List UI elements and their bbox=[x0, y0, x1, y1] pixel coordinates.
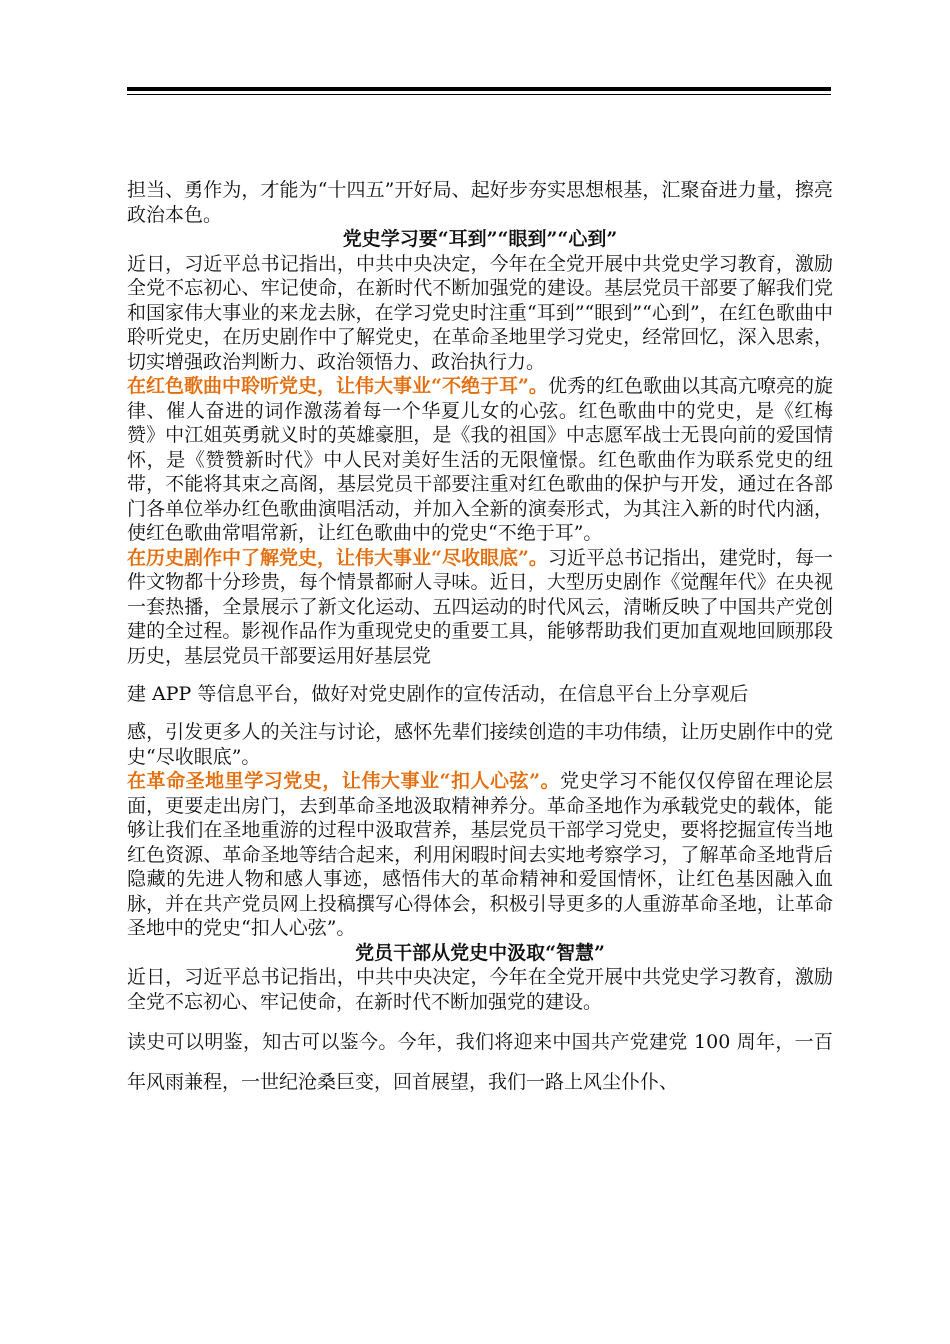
paragraph-body-revolution-sites: 党史学习不能仅仅停留在理论层面，更要走出房门，去到革命圣地汲取精神养分。革命圣地作为承载党史的载体，能够让我们在圣地重游的过程中汲取营养，基层党员干部学习党史，要将挖掘宣传当地红色资源、革命圣地等结合起来，利用闲暇时间去实地考察学习，了解革命圣地背后隐藏的先进人物和感人事迹，感悟伟大的革命精神和爱国情怀，让红色基因融入血脉，并在共产党员网上投稿撰写心得体会，积极引导更多的人重游革命圣地，让革命圣地中的党史“扣人心弦”。 bbox=[127, 770, 833, 939]
header-rule-thin bbox=[127, 94, 831, 95]
paragraph-read-history: 读史可以明鉴，知古可以鉴今。今年，我们将迎来中国共产党建党 100 周年，一百年风雨兼程，一世纪沧桑巨变，回首展望，我们一路上风尘仆仆、 bbox=[127, 1031, 833, 1093]
section-heading-2: 党员干部从党史中汲取“智慧” bbox=[355, 941, 605, 964]
paragraph-history-drama-line-c: 感，引发更多人的关注与讨论，感怀先辈们接续创造的丰功伟绩，让历史剧作中的党史“尽收眼底”。 bbox=[127, 721, 833, 768]
paragraph-intro-continued: 担当、勇作为，才能为“十四五”开好局、起好步夯实思想根基，汇聚奋进力量，擦亮政治本色。 bbox=[127, 179, 833, 226]
section-heading-1: 党史学习要“耳到”“眼到”“心到” bbox=[342, 228, 618, 250]
paragraph-revolution-sites bbox=[127, 769, 833, 941]
paragraph-lead-red-songs: 在红色歌曲中聆听党史，让伟大事业“不绝于耳”。 bbox=[127, 375, 548, 397]
paragraph-section2-intro: 近日，习近平总书记指出，中共中央决定，今年在全党开展中共党史学习教育，激励全党不忘初心、牢记使命，在新时代不断加强党的建设。 bbox=[127, 966, 833, 1013]
paragraph-body-history-drama-a: 习近平总书记指出，建党时，每一件文物都十分珍贵，每个情景都耐人寻味。近日，大型历史剧作《觉醒年代》在央视一套热播，全景展示了新文化运动、五四运动的时代风云，清晰反映了中国共产党创建的全过程。影视作品作为重现党史的重要工具，能够帮助我们更加直观地回顾那段历史，基层党员干部要运用好基层党 bbox=[127, 546, 833, 667]
paragraph-lead-revolution-sites: 在革命圣地里学习党史，让伟大事业“扣人心弦”。 bbox=[127, 770, 561, 792]
paragraph-history-drama bbox=[127, 546, 833, 669]
paragraph-section1-intro: 近日，习近平总书记指出，中共中央决定，今年在全党开展中共党史学习教育，激励全党不忘初心、牢记使命，在新时代不断加强党的建设。基层党员干部要了解我们党和国家伟大事业的来龙去脉，在学习党史时注重“耳到”“眼到”“心到”，在红色歌曲中聆听党史，在历史剧作中了解党史，在革命圣地里学习党史，经常回忆，深入思索，切实增强政治判断力、政治领悟力、政治执行力。 bbox=[127, 252, 833, 373]
paragraph-body-red-songs: 优秀的红色歌曲以其高亢嘹亮的旋律、催人奋进的词作激荡着每一个华夏儿女的心弦。红色歌曲中的党史，是《红梅赞》中江姐英勇就义时的英雄豪胆，是《我的祖国》中志愿军战士无畏向前的爱国情怀，是《赞赞新时代》中人民对美好生活的无限憧憬。红色歌曲作为联系党史的纽带，不能将其束之高阁，基层党员干部要注重对红色歌曲的保护与开发，通过在各部门各单位举办红色歌曲演唱活动，并加入全新的演奏形式，为其注入新的时代内涵，使红色歌曲常唱常新，让红色歌曲中的党史“不绝于耳”。 bbox=[127, 375, 833, 544]
document-body bbox=[127, 178, 833, 1102]
paragraph-history-drama-line-b: 建 APP 等信息平台，做好对党史剧作的宣传活动，在信息平台上分享观后 bbox=[127, 683, 749, 705]
paragraph-lead-history-drama: 在历史剧作中了解党史，让伟大事业“尽收眼底”。 bbox=[127, 546, 548, 569]
header-rule-thick bbox=[127, 87, 831, 91]
paragraph-red-songs bbox=[127, 374, 833, 546]
